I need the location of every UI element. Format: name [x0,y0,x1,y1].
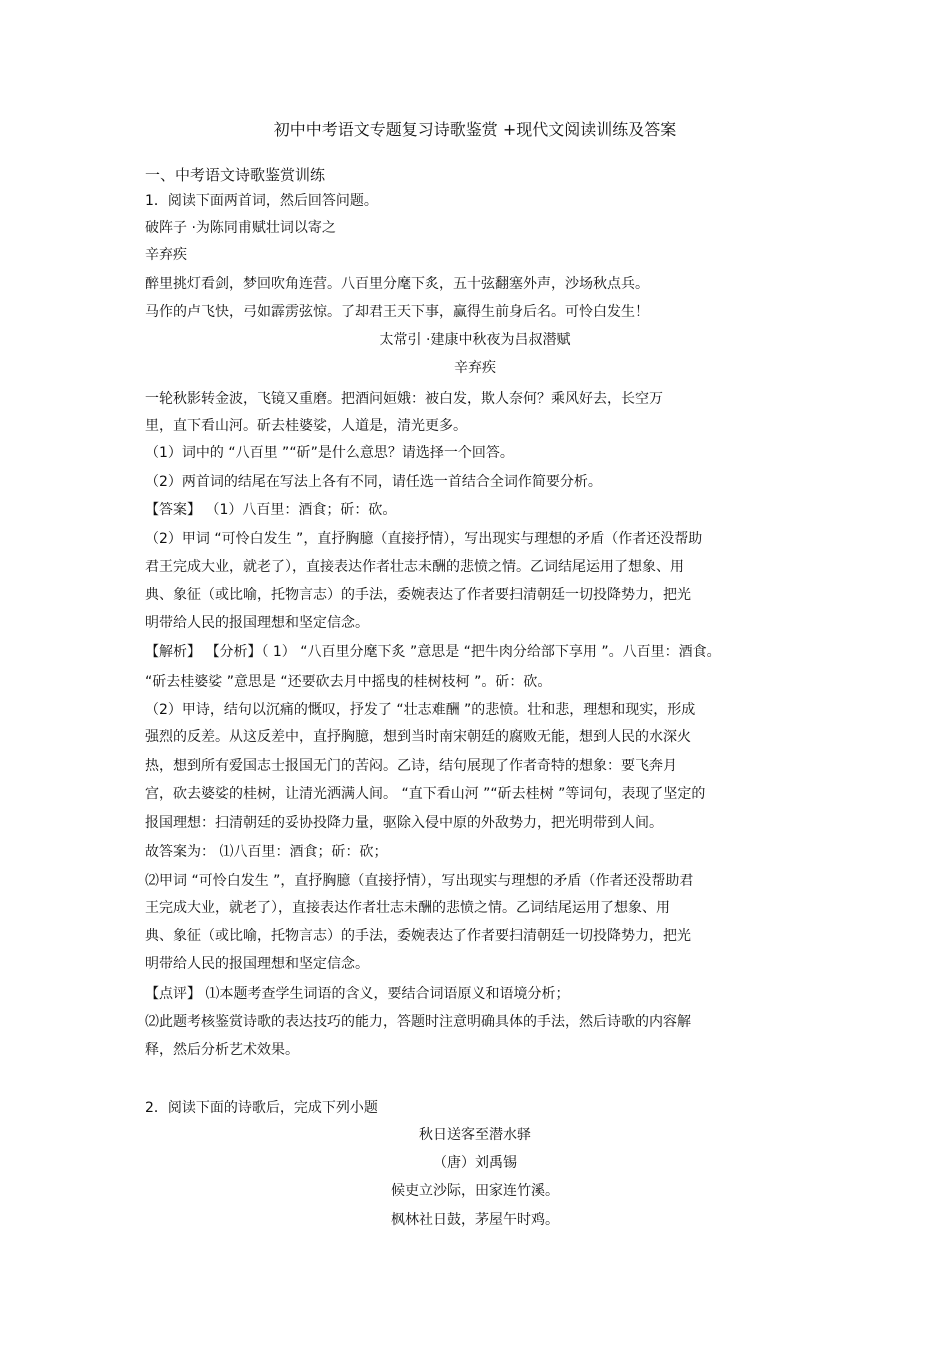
poem2-line: 一轮秋影转金波，飞镜又重磨。把酒问姮娥：被白发，欺人奈何？乘风好去，长空万 [145,391,663,407]
comment-line: 释，然后分析艺术效果。 [145,1042,299,1058]
poem2-author: 辛弃疾 [454,360,496,376]
answer-line: 【答案】 （1）八百里：酒食；斫：砍。 [145,502,397,518]
analysis-line: 宫，砍去婆娑的桂树，让清光洒满人间。 “直下看山河 ”“斫去桂树 ”等词句，表现了坚定的 [145,786,706,802]
analysis-line: （2）甲诗，结句以沉痛的慨叹，抒发了 “壮志难酬 ”的悲愤。壮和悲，理想和现实，形成 [145,702,696,718]
q2-prompt: 2．阅读下面的诗歌后，完成下列小题 [145,1100,378,1116]
poem1-title: 破阵子 ·为陈同甫赋壮词以寄之 [145,220,336,236]
sub-question-1: （1）词中的 “八百里 ”“斫”是什么意思？请选择一个回答。 [145,445,514,461]
poem1-line: 马作的卢飞快，弓如霹雳弦惊。了却君王天下事，赢得生前身后名。可怜白发生！ [145,304,649,320]
poem1-author: 辛弃疾 [145,247,187,263]
final-answer-line: 王完成大业，就老了），直接表达作者壮志未酬的悲愤之情。乙词结尾运用了想象、用 [145,900,670,916]
analysis-line: 热，想到所有爱国志士报国无门的苦闷。乙诗，结句展现了作者奇特的想象：要飞奔月 [145,758,677,774]
sub-question-2: （2）两首词的结尾在写法上各有不同，请任选一首结合全词作简要分析。 [145,474,602,490]
section-heading: 一、中考语文诗歌鉴赏训练 [145,166,326,184]
final-answer-line: ⑵甲词 “可怜白发生 ”，直抒胸臆（直接抒情），写出现实与理想的矛盾（作者还没帮助君 [145,873,694,889]
poem2-line: 里，直下看山河。斫去桂婆娑，人道是，清光更多。 [145,418,467,434]
answer-line: 君王完成大业，就老了），直接表达作者壮志未酬的悲愤之情。乙词结尾运用了想象、用 [145,559,684,575]
answer-line: 明带给人民的报国理想和坚定信念。 [145,615,369,631]
final-answer-line: 明带给人民的报国理想和坚定信念。 [145,956,369,972]
q2-poem-author: （唐）刘禹锡 [433,1155,517,1171]
analysis-line: 【解析】 【分析】（ 1） “八百里分麾下炙 ”意思是 “把牛肉分给部下享用 ”。八百里：酒食。 [145,644,721,660]
analysis-line: “斫去桂婆娑 ”意思是 “还要砍去月中摇曳的桂树枝柯 ”。斫：砍。 [145,674,552,690]
final-answer-line: 故答案为： ⑴八百里：酒食；斫：砍； [145,844,388,860]
analysis-line: 报国理想：扫清朝廷的妥协投降力量，驱除入侵中原的外敌势力，把光明带到人间。 [145,815,663,831]
page-title: 初中中考语文专题复习诗歌鉴赏 +现代文阅读训练及答案 [273,120,677,139]
answer-line: （2）甲词 “可怜白发生 ”，直抒胸臆（直接抒情），写出现实与理想的矛盾（作者还没帮助 [145,531,703,547]
final-answer-line: 典、象征（或比喻，托物言志）的手法，委婉表达了作者要扫清朝廷一切投降势力，把光 [145,928,691,944]
q2-poem-line: 枫林社日鼓，茅屋午时鸡。 [391,1212,559,1228]
poem2-title: 太常引 ·建康中秋夜为吕叔潜赋 [379,332,571,348]
q2-poem-title: 秋日送客至潜水驿 [419,1127,531,1143]
poem1-line: 醉里挑灯看剑，梦回吹角连营。八百里分麾下炙，五十弦翻塞外声，沙场秋点兵。 [145,276,649,292]
analysis-line: 强烈的反差。从这反差中，直抒胸臆，想到当时南宋朝廷的腐败无能，想到人民的水深火 [145,729,691,745]
q1-prompt: 1．阅读下面两首词，然后回答问题。 [145,193,378,209]
answer-line: 典、象征（或比喻，托物言志）的手法，委婉表达了作者要扫清朝廷一切投降势力，把光 [145,587,691,603]
q2-poem-line: 候吏立沙际，田家连竹溪。 [391,1183,559,1199]
comment-line: ⑵此题考核鉴赏诗歌的表达技巧的能力，答题时注意明确具体的手法，然后诗歌的内容解 [145,1014,691,1030]
comment-line: 【点评】 ⑴本题考查学生词语的含义，要结合词语原义和语境分析； [145,986,570,1002]
